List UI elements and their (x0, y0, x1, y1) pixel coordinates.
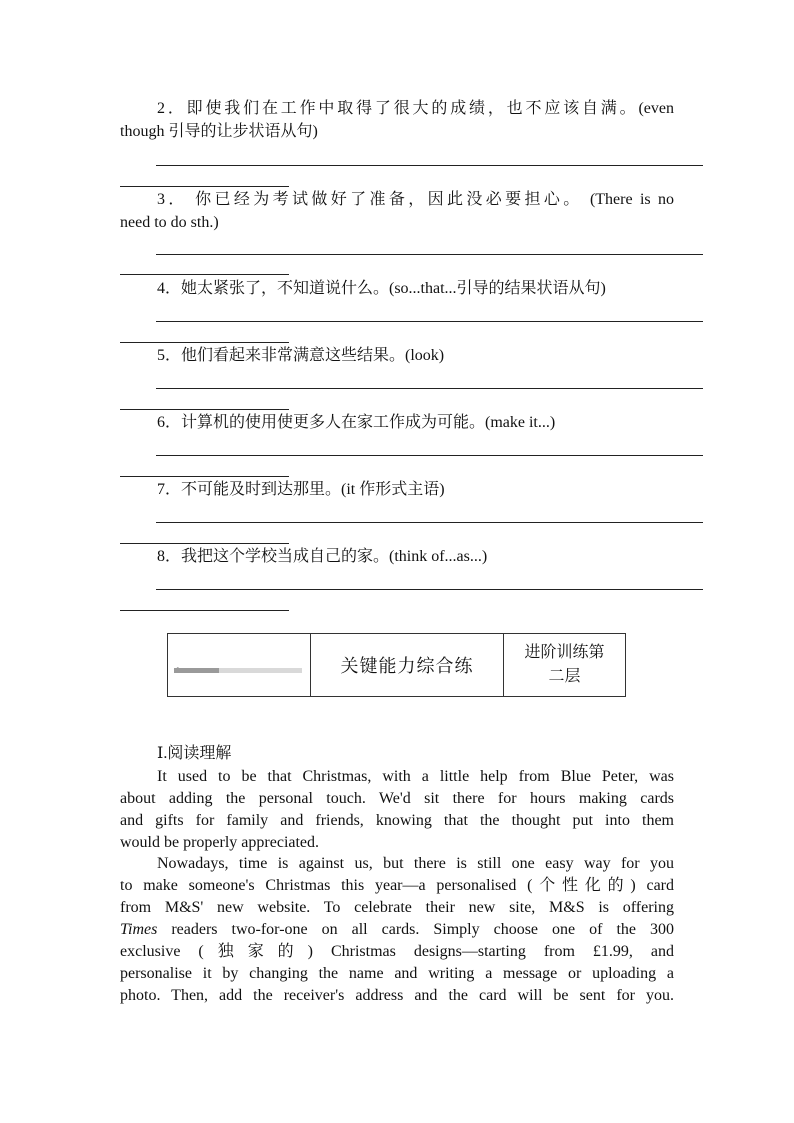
passage-line: exclusive (独家的) Christmas designs—starting from £1.99, and (120, 943, 674, 960)
answer-line-6b[interactable] (120, 476, 289, 477)
passage-line (120, 919, 674, 941)
answer-line-3b[interactable] (120, 274, 289, 275)
answer-line-2a[interactable] (156, 165, 703, 166)
answer-line-7a[interactable] (156, 522, 703, 523)
answer-line-5b[interactable] (120, 409, 289, 410)
answer-line-2b[interactable] (120, 186, 289, 187)
passage-line: would be properly appreciated. (120, 834, 320, 851)
question-5 (120, 344, 674, 367)
banner-level-line2: 二层 (548, 668, 581, 685)
banner-level-line1: 进阶训练第 (524, 644, 605, 661)
question-6-text: 6．计算机的使用使更多人在家工作成为可能。(make it...) (157, 414, 556, 431)
question-5-text: 5．他们看起来非常满意这些结果。(look) (157, 347, 445, 364)
question-4-text: 4．她太紧张了，不知道说什么。(so...that...引导的结果状语从句) (157, 280, 606, 297)
banner-title: 关键能力综合练 (311, 634, 504, 696)
question-3-hint: need to do sth.) (120, 214, 219, 231)
passage-line: Nowadays, time is against us, but there is still one easy way for you (157, 855, 674, 872)
question-6 (120, 411, 674, 434)
question-2-hint: though 引导的让步状语从句) (120, 123, 318, 140)
passage-line: personalise it by changing the name and writing a message or uploading a (120, 965, 674, 982)
passage-line-rest: readers two-for-one on all cards. Simply choose one of the 300 (157, 921, 674, 938)
answer-line-5a[interactable] (156, 388, 703, 389)
answer-line-4a[interactable] (156, 321, 703, 322)
answer-line-4b[interactable] (120, 342, 289, 343)
answer-line-8a[interactable] (156, 589, 703, 590)
progress-cell (168, 634, 311, 696)
question-2 (120, 97, 674, 143)
question-7-text: 7．不可能及时到达那里。(it 作形式主语) (157, 481, 445, 498)
question-3 (120, 188, 674, 234)
section-title: Ⅰ.阅读理解 (157, 745, 232, 762)
question-2-text: 2．即使我们在工作中取得了很大的成绩，也不应该自满。(even (157, 100, 674, 117)
progress-bar (174, 668, 302, 673)
answer-line-3a[interactable] (156, 254, 703, 255)
progress-bar-fill (174, 668, 219, 673)
question-4 (120, 277, 674, 300)
passage-line: It used to be that Christmas, with a little help from Blue Peter, was (157, 768, 674, 785)
section-banner (167, 633, 626, 697)
answer-line-6a[interactable] (156, 455, 703, 456)
times-title: Times (120, 921, 158, 938)
question-7 (120, 478, 674, 501)
passage-line: and gifts for family and friends, knowing that the thought put into them (120, 812, 674, 829)
question-3-text: 3． 你已经为考试做好了准备，因此没必要担心。 (There is no (157, 191, 674, 208)
passage-line: about adding the personal touch. We'd sit there for hours making cards (120, 790, 674, 807)
passage-line: from M&S' new website. To celebrate their new site, M&S is offering (120, 899, 674, 916)
banner-level (504, 634, 625, 696)
passage-paragraph-1 (120, 766, 674, 854)
question-8 (120, 545, 674, 568)
answer-line-8b[interactable] (120, 610, 289, 611)
passage-line: to make someone's Christmas this year—a personalised (个性化的) card (120, 877, 674, 894)
answer-line-7b[interactable] (120, 543, 289, 544)
question-8-text: 8．我把这个学校当成自己的家。(think of...as...) (157, 548, 488, 565)
passage-line: photo. Then, add the receiver's address and the card will be sent for you. (120, 987, 674, 1004)
passage-paragraph-2 (120, 853, 674, 1007)
